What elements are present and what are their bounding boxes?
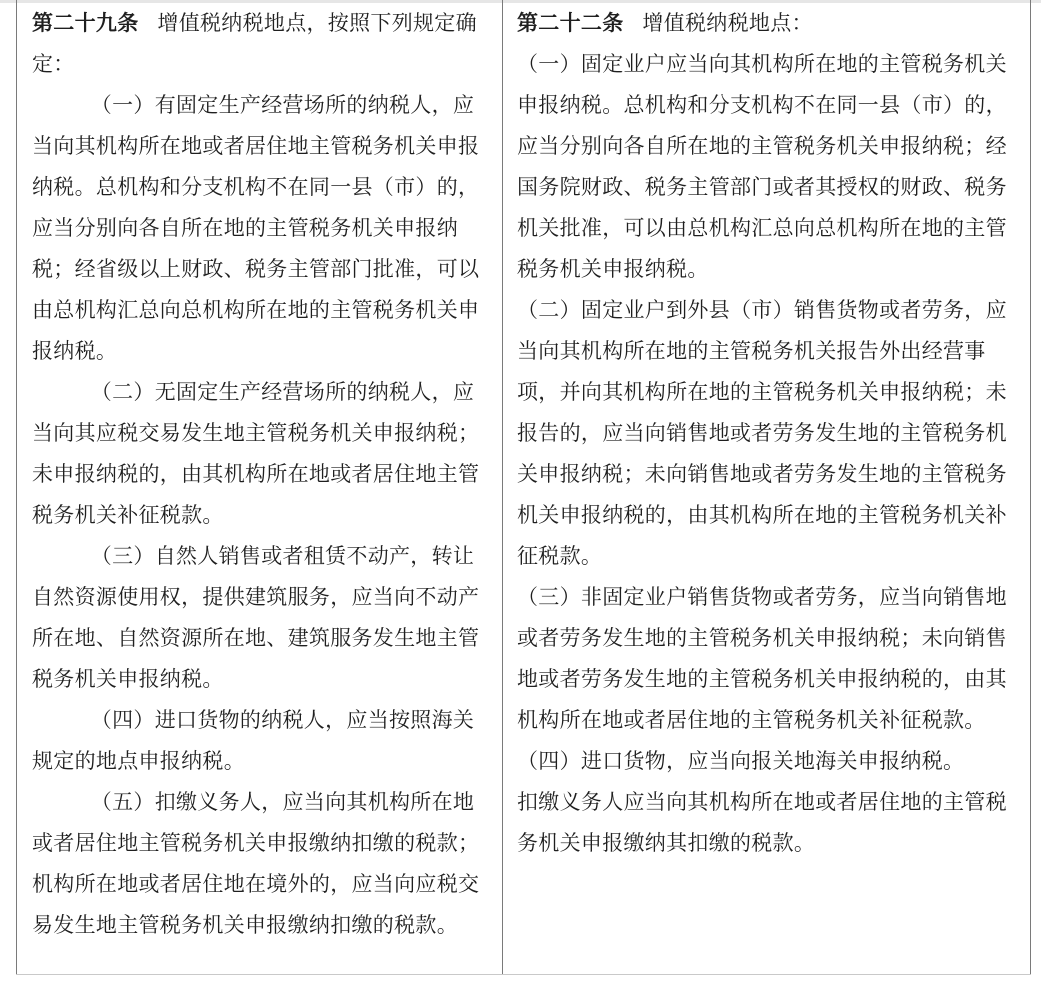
clause-5: （五）扣缴义务人，应当向其机构所在地或者居住地主管税务机关申报缴纳扣缴的税款；机构所在地或者居住地在境外的，应当向应税交易发生地主管税务机关申报缴纳扣缴的税款。 bbox=[32, 790, 480, 937]
article-29-heading bbox=[32, 3, 490, 85]
bottom-border bbox=[16, 974, 1031, 975]
article-intro: 增值税纳税地点，按照下列规定确定： bbox=[32, 11, 477, 76]
clause-1: （一）有固定生产经营场所的纳税人，应当向其机构所在地或者居住地主管税务机关申报纳税。总机构和分支机构不在同一县（市）的，应当分别向各自所在地的主管税务机关申报纳税；经省级以上财政、税务主管部门批准，可以由总机构汇总向总机构所在地的主管税务机关申报纳税。 bbox=[32, 93, 480, 363]
article-number: 第二十九条 bbox=[32, 11, 139, 35]
clause-2: （二）无固定生产经营场所的纳税人，应当向其应税交易发生地主管税务机关申报纳税；未申报纳税的，由其机构所在地或者居住地主管税务机关补征税款。 bbox=[32, 380, 480, 527]
withholding-clause: 扣缴义务人应当向其机构所在地或者居住地的主管税务机关申报缴纳其扣缴的税款。 bbox=[517, 790, 1007, 855]
clause-3: （三）自然人销售或者租赁不动产，转让自然资源使用权，提供建筑服务，应当向不动产所在地、自然资源所在地、建筑服务发生地主管税务机关申报纳税。 bbox=[32, 544, 480, 691]
article-22-heading bbox=[517, 3, 1016, 44]
clause-4: （四）进口货物的纳税人，应当按照海关规定的地点申报纳税。 bbox=[32, 708, 475, 773]
left-column-new-law bbox=[16, 0, 503, 975]
article-number: 第二十二条 bbox=[517, 11, 624, 35]
clause-3: （三）非固定业户销售货物或者劳务，应当向销售地或者劳务发生地的主管税务机关申报纳税；未向销售地或者劳务发生地的主管税务机关申报纳税的，由其机构所在地或者居住地的主管税务机关补征税款。 bbox=[517, 585, 1007, 732]
clause-1: （一）固定业户应当向其机构所在地的主管税务机关申报纳税。总机构和分支机构不在同一县（市）的，应当分别向各自所在地的主管税务机关申报纳税；经国务院财政、税务主管部门或者其授权的财政、税务机关批准，可以由总机构汇总向总机构所在地的主管税务机关申报纳税。 bbox=[517, 52, 1007, 281]
clause-4: （四）进口货物，应当向报关地海关申报纳税。 bbox=[517, 749, 965, 773]
right-column-old-regulation bbox=[502, 0, 1031, 975]
article-intro: 增值税纳税地点： bbox=[642, 11, 813, 35]
clause-2: （二）固定业户到外县（市）销售货物或者劳务，应当向其机构所在地的主管税务机关报告外出经营事项，并向其机构所在地的主管税务机关申报纳税；未报告的，应当向销售地或者劳务发生地的主管税务机关申报纳税；未向销售地或者劳务发生地的主管税务机关申报纳税的，由其机构所在地的主管税务机关补征税款。 bbox=[517, 298, 1007, 568]
